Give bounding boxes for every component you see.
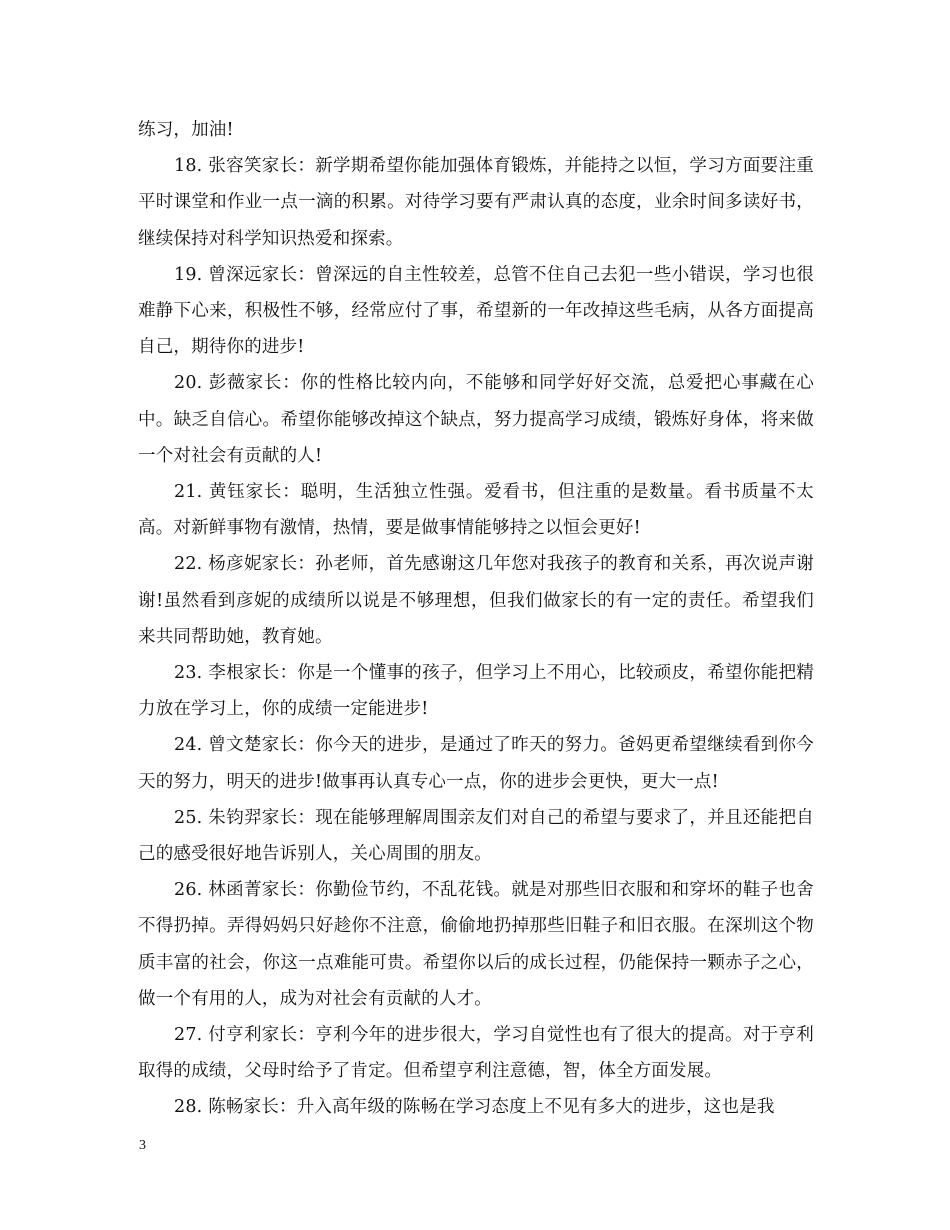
paragraph-28: 28. 陈畅家长：升入高年级的陈畅在学习态度上不见有多大的进步，这也是我 xyxy=(174,1097,775,1118)
paragraph-22: 22. 杨彦妮家长：孙老师，首先感谢这几年您对我孩子的教育和关系，再次说声谢谢!虽然看到彦妮的成绩所以说是不够理想，但我们做家长的有一定的责任。希望我们来共同帮助她，教育她。 xyxy=(138,554,814,647)
paragraph-23: 23. 李根家长：你是一个懂事的孩子，但学习上不用心，比较顽皮，希望你能把精力放在学习上，你的成绩一定能进步! xyxy=(138,663,814,720)
paragraph-21: 21. 黄钰家长：聪明，生活独立性强。爱看书，但注重的是数量。看书质量不太高。对新鲜事物有激情，热情，要是做事情能够持之以恒会更好! xyxy=(138,482,814,539)
document-body xyxy=(138,112,814,1126)
paragraph-24: 24. 曾文楚家长：你今天的进步，是通过了昨天的努力。爸妈更希望继续看到你今天的努力，明天的进步!做事再认真专心一点，你的进步会更快，更大一点! xyxy=(138,735,814,792)
paragraph-continuation: 练习，加油! xyxy=(138,120,234,140)
paragraph-20: 20. 彭薇家长：你的性格比较内向，不能够和同学好好交流，总爱把心事藏在心中。缺乏自信心。希望你能够改掉这个缺点，努力提高学习成绩，锻炼好身体，将来做一个对社会有贡献的人! xyxy=(138,373,814,466)
paragraph-27: 27. 付亨利家长：亨利今年的进步很大，学习自觉性也有了很大的提高。对于亨利取得的成绩，父母时给予了肯定。但希望亨利注意德，智，体全方面发展。 xyxy=(138,1025,814,1082)
paragraph-26: 26. 林函菁家长：你勤俭节约，不乱花钱。就是对那些旧衣服和和穿坏的鞋子也舍不得扔掉。弄得妈妈只好趁你不注意，偷偷地扔掉那些旧鞋子和旧衣服。在深圳这个物质丰富的社会，你这一点难能可贵。希望你以后的成长过程，仍能保持一颗赤子之心，做一个有用的人，成为对社会有贡献的人才。 xyxy=(138,880,814,1009)
paragraph-19: 19. 曾深远家长：曾深远的自主性较差，总管不住自己去犯一些小错误，学习也很难静下心来，积极性不够，经常应付了事，希望新的一年改掉这些毛病，从各方面提高自己，期待你的进步! xyxy=(138,264,814,358)
paragraph-18: 18. 张容笑家长：新学期希望你能加强体育锻炼，并能持之以恒，学习方面要注重平时课堂和作业一点一滴的积累。对待学习要有严肃认真的态度，业余时间多读好书，继续保持对科学知识热爱和探索。 xyxy=(138,156,814,249)
paragraph-25: 25. 朱钧羿家长：现在能够理解周围亲友们对自己的希望与要求了，并且还能把自己的感受很好地告诉别人，关心周围的朋友。 xyxy=(138,807,814,865)
page-number: 3 xyxy=(139,1138,146,1153)
